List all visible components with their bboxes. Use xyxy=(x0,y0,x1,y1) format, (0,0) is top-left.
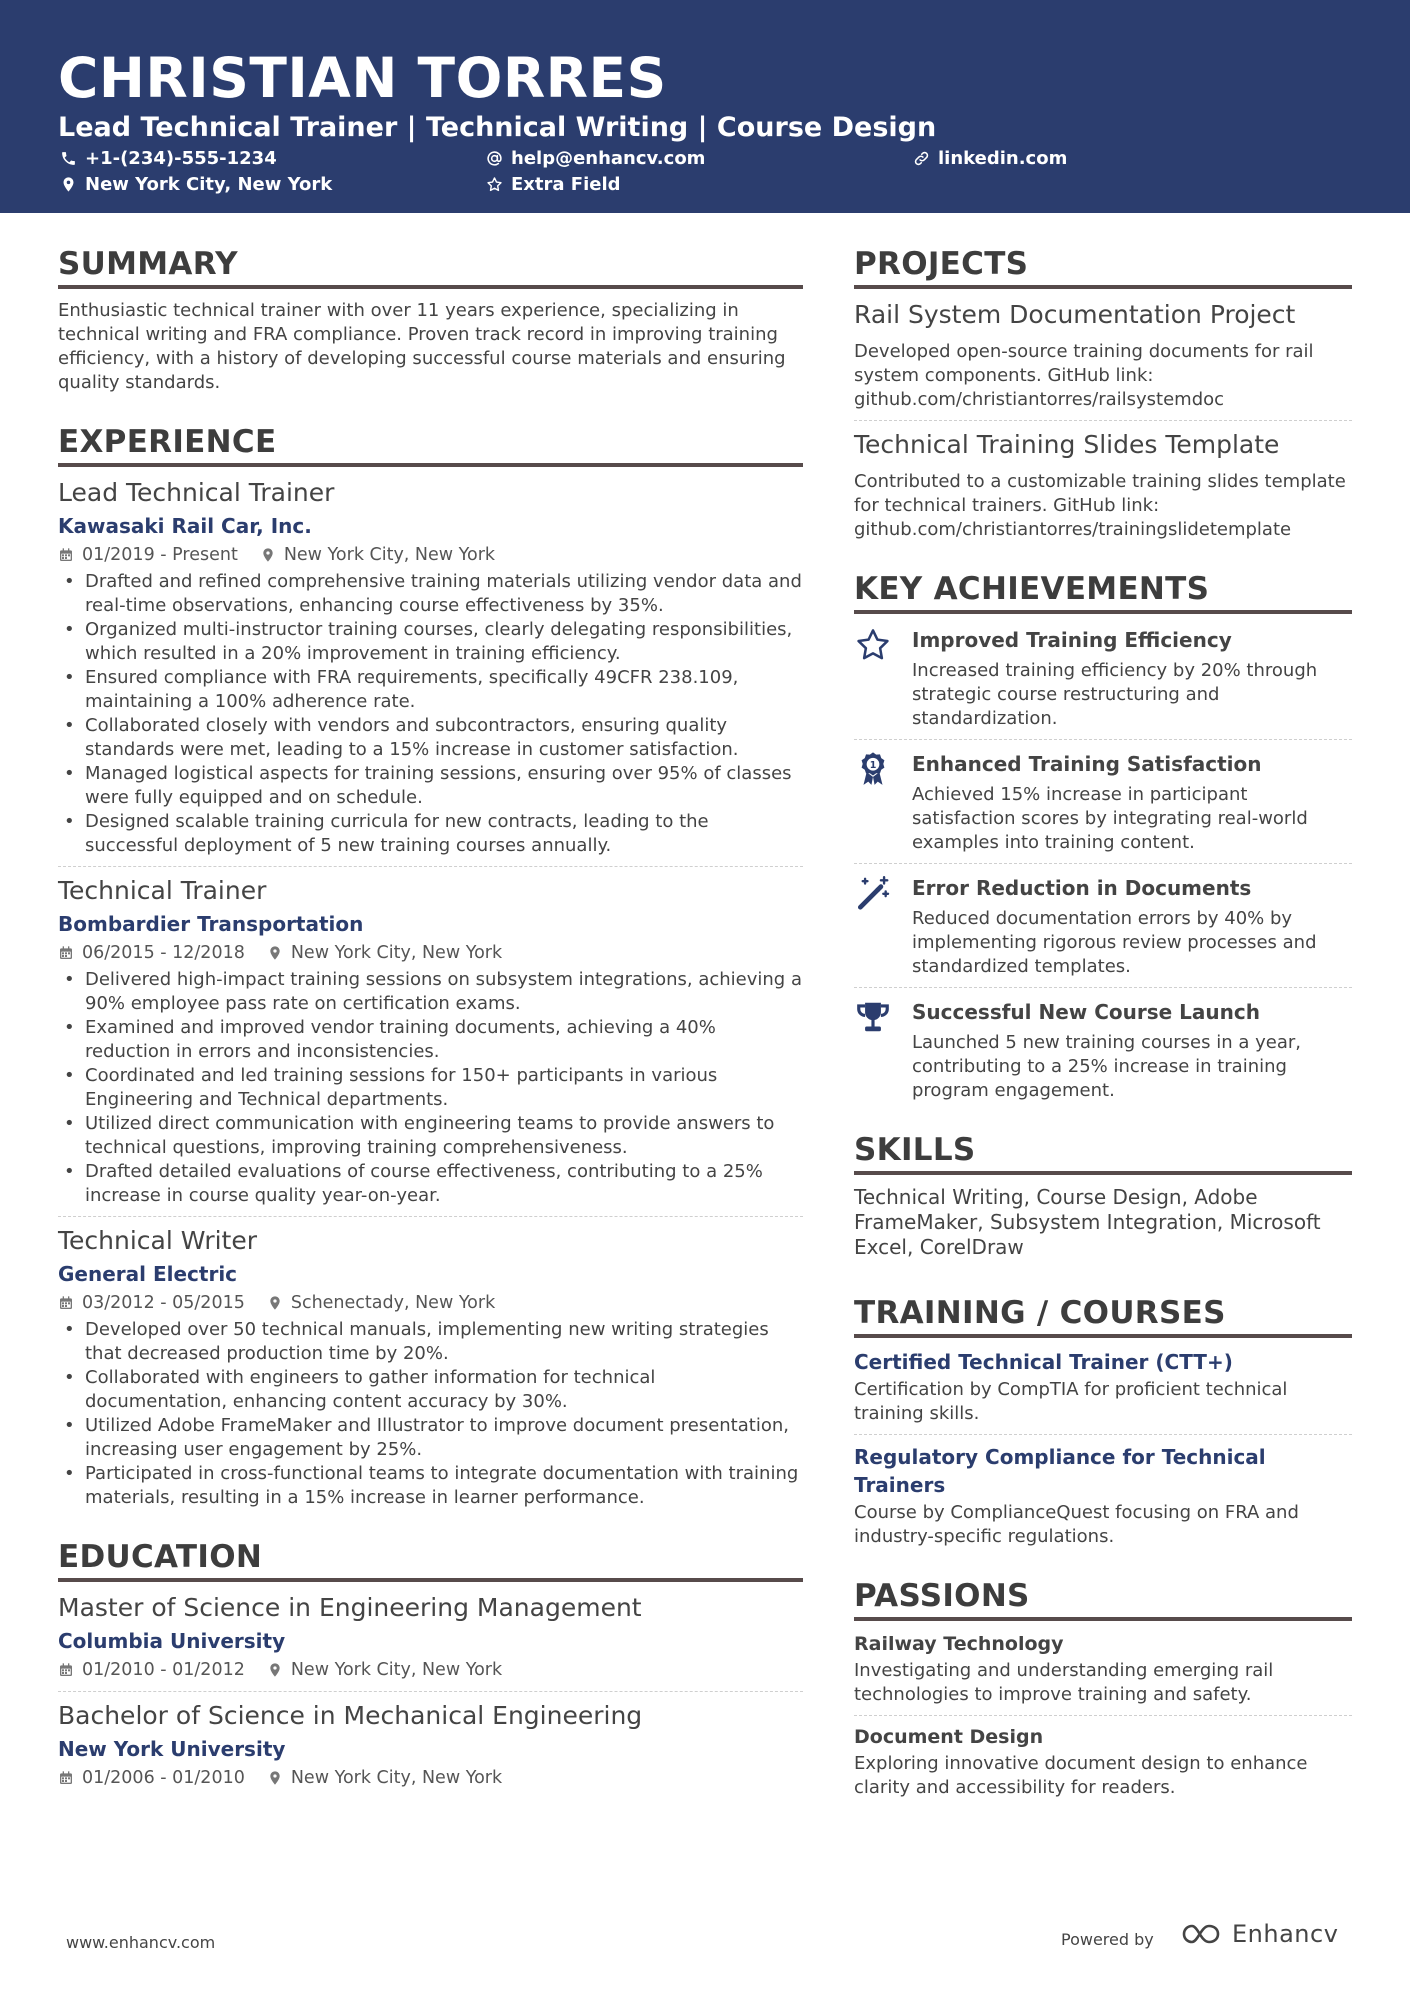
project-title: Technical Training Slides Template xyxy=(854,430,1280,459)
degree: Bachelor of Science in Mechanical Engineering xyxy=(58,1701,643,1730)
degree: Master of Science in Engineering Management xyxy=(58,1593,642,1622)
achievement-entry xyxy=(854,624,1352,731)
achievements-heading: KEY ACHIEVEMENTS xyxy=(854,570,1352,614)
phone-text: +1-(234)-555-1234 xyxy=(85,148,277,169)
extra-text: Extra Field xyxy=(511,174,621,195)
experience-heading: EXPERIENCE xyxy=(58,423,803,467)
project-desc: Developed open-source training documents for rail system components. GitHub link: github.com/christiantorres/railsystemdoc xyxy=(854,341,1314,410)
passion-entry xyxy=(854,1631,1352,1707)
contact-phone xyxy=(60,148,277,169)
education-dates: 01/2010 - 01/2012 xyxy=(82,1660,245,1680)
job-bullets xyxy=(58,1318,803,1510)
divider xyxy=(854,420,1352,421)
education-entry xyxy=(58,1700,803,1791)
location-pin-icon xyxy=(267,945,283,961)
achievement-entry xyxy=(854,996,1352,1103)
job-bullet: • Utilized Adobe FrameMaker and Illustrator to improve document presentation, increasing user engagement by 25%. xyxy=(58,1414,803,1462)
job-role: Technical Trainer xyxy=(58,876,267,905)
divider xyxy=(854,987,1352,988)
project-title: Rail System Documentation Project xyxy=(854,300,1296,329)
divider xyxy=(854,863,1352,864)
star-icon xyxy=(486,176,503,193)
achievement-desc: Achieved 15% increase in participant satisfaction scores by integrating real-world examples into training content. xyxy=(912,784,1308,853)
achievement-desc: Launched 5 new training courses in a year, contributing to a 25% increase in training program engagement. xyxy=(912,1032,1301,1101)
award-badge-icon xyxy=(854,750,892,788)
contact-link[interactable] xyxy=(913,148,1067,169)
achievement-title: Enhanced Training Satisfaction xyxy=(912,752,1262,776)
job-bullet: • Coordinated and led training sessions for 150+ participants in various Engineering and Technical departments. xyxy=(58,1064,803,1112)
job-meta xyxy=(58,940,803,966)
job-dates: 01/2019 - Present xyxy=(82,545,238,565)
course-title: Certified Technical Trainer (CTT+) xyxy=(854,1350,1233,1374)
svg-text:1: 1 xyxy=(869,759,877,771)
email-text: help@enhancv.com xyxy=(511,148,706,169)
course-entry xyxy=(854,1443,1352,1549)
at-icon xyxy=(486,150,503,167)
job-bullet: • Drafted and refined comprehensive training materials utilizing vendor data and real-time observations, enhancing course effectiveness by 35%. xyxy=(58,570,803,618)
job-dates: 03/2012 - 05/2015 xyxy=(82,1293,245,1313)
candidate-tagline: Lead Technical Trainer | Technical Writing | Course Design xyxy=(58,112,937,143)
job-location: New York City, New York xyxy=(290,943,503,963)
job-bullets xyxy=(58,570,803,858)
location-text: New York City, New York xyxy=(85,174,333,195)
contact-email[interactable] xyxy=(486,148,705,169)
link-icon xyxy=(913,150,930,167)
achievement-entry xyxy=(854,748,1352,855)
powered-by-text: Powered by xyxy=(1061,1930,1154,1949)
job-bullet: • Delivered high-impact training sessions on subsystem integrations, achieving a 90% employee pass rate on certification exams. xyxy=(58,968,803,1016)
skills-heading: SKILLS xyxy=(854,1131,1352,1175)
job-entry xyxy=(58,1225,803,1510)
location-pin-icon xyxy=(267,1662,283,1678)
divider xyxy=(854,1434,1352,1435)
job-meta xyxy=(58,542,803,568)
job-bullet: • Designed scalable training curricula for new contracts, leading to the successful deployment of 5 new training courses annually. xyxy=(58,810,803,858)
location-pin-icon xyxy=(267,1770,283,1786)
location-pin-icon xyxy=(260,547,276,563)
location-pin-icon xyxy=(60,176,77,193)
magic-wand-icon xyxy=(854,874,892,912)
job-meta xyxy=(58,1290,803,1316)
job-company: General Electric xyxy=(58,1262,238,1286)
right-column xyxy=(854,245,1352,1800)
divider xyxy=(58,866,803,867)
job-entry xyxy=(58,875,803,1208)
achievement-title: Improved Training Efficiency xyxy=(912,628,1232,652)
project-entry xyxy=(854,429,1352,542)
education-meta xyxy=(58,1657,803,1683)
achievement-title: Successful New Course Launch xyxy=(912,1000,1260,1024)
job-bullet: • Participated in cross-functional teams to integrate documentation with training materials, resulting in a 15% increase in learner performance. xyxy=(58,1462,803,1510)
job-role: Technical Writer xyxy=(58,1226,258,1255)
divider xyxy=(854,739,1352,740)
calendar-icon xyxy=(58,1295,74,1311)
training-heading: TRAINING / COURSES xyxy=(854,1294,1352,1338)
achievement-desc: Reduced documentation errors by 40% by implementing rigorous review processes and standardized templates. xyxy=(912,908,1317,977)
passion-entry xyxy=(854,1724,1352,1800)
job-company: Bombardier Transportation xyxy=(58,912,364,936)
job-role: Lead Technical Trainer xyxy=(58,478,335,507)
education-entry xyxy=(58,1592,803,1683)
calendar-icon xyxy=(58,547,74,563)
job-bullet: • Collaborated with engineers to gather information for technical documentation, enhancing content accuracy by 30%. xyxy=(58,1366,803,1414)
trophy-icon xyxy=(854,998,892,1036)
job-company: Kawasaki Rail Car, Inc. xyxy=(58,514,312,538)
course-desc: Certification by CompTIA for proficient technical training skills. xyxy=(854,1379,1288,1424)
passion-desc: Investigating and understanding emerging rail technologies to improve training and safety. xyxy=(854,1660,1274,1705)
footer-url[interactable]: www.enhancv.com xyxy=(66,1933,216,1952)
job-entry xyxy=(58,477,803,858)
projects-heading: PROJECTS xyxy=(854,245,1352,289)
divider xyxy=(58,1691,803,1692)
brand-name: Enhancv xyxy=(1232,1920,1339,1948)
job-bullet: • Examined and improved vendor training documents, achieving a 40% reduction in errors and inconsistencies. xyxy=(58,1016,803,1064)
education-dates: 01/2006 - 01/2010 xyxy=(82,1768,245,1788)
job-bullet: • Collaborated closely with vendors and subcontractors, ensuring quality standards were met, leading to a 15% increase in customer satisfaction. xyxy=(58,714,803,762)
star-icon xyxy=(854,626,892,664)
calendar-icon xyxy=(58,1662,74,1678)
achievement-desc: Increased training efficiency by 20% through strategic course restructuring and standardization. xyxy=(912,660,1318,729)
job-location: New York City, New York xyxy=(283,545,496,565)
education-location: New York City, New York xyxy=(290,1768,503,1788)
enhancv-logo-icon xyxy=(1180,1921,1224,1947)
summary-text: Enthusiastic technical trainer with over 11 years experience, specializing in technical writing and FRA compliance. Proven track record in improving training efficiency, with a history of developing successful course materials and ensuring quality standards. xyxy=(58,300,786,393)
achievement-title: Error Reduction in Documents xyxy=(912,876,1252,900)
job-bullet: • Managed logistical aspects for training sessions, ensuring over 95% of classes were fully equipped and on schedule. xyxy=(58,762,803,810)
job-dates: 06/2015 - 12/2018 xyxy=(82,943,245,963)
achievement-entry xyxy=(854,872,1352,979)
job-bullet: • Ensured compliance with FRA requirements, specifically 49CFR 238.109, maintaining a 100% adherence rate. xyxy=(58,666,803,714)
resume-header xyxy=(0,0,1410,213)
calendar-icon xyxy=(58,945,74,961)
job-bullets xyxy=(58,968,803,1208)
brand-logo[interactable] xyxy=(1180,1920,1338,1948)
job-bullet: • Developed over 50 technical manuals, implementing new writing strategies that decreased production time by 20%. xyxy=(58,1318,803,1366)
education-heading: EDUCATION xyxy=(58,1538,803,1582)
calendar-icon xyxy=(58,1770,74,1786)
passions-heading: PASSIONS xyxy=(854,1577,1352,1621)
school: New York University xyxy=(58,1737,286,1761)
course-title: Regulatory Compliance for Technical Trainers xyxy=(854,1445,1266,1497)
left-column xyxy=(58,245,803,1791)
contact-location xyxy=(60,174,332,195)
project-entry xyxy=(854,299,1352,412)
job-bullet: • Organized multi-instructor training courses, clearly delegating responsibilities, which resulted in a 20% improvement in training efficiency. xyxy=(58,618,803,666)
job-bullet: • Utilized direct communication with engineering teams to provide answers to technical questions, improving training comprehensiveness. xyxy=(58,1112,803,1160)
course-entry xyxy=(854,1348,1352,1426)
skills-text: Technical Writing, Course Design, Adobe FrameMaker, Subsystem Integration, Microsoft Excel, CorelDraw xyxy=(854,1185,1321,1259)
passion-title: Railway Technology xyxy=(854,1633,1064,1655)
passion-desc: Exploring innovative document design to enhance clarity and accessibility for readers. xyxy=(854,1753,1308,1798)
contact-extra xyxy=(486,174,621,195)
passion-title: Document Design xyxy=(854,1726,1044,1748)
course-desc: Course by ComplianceQuest focusing on FRA and industry-specific regulations. xyxy=(854,1502,1299,1547)
location-pin-icon xyxy=(267,1295,283,1311)
job-location: Schenectady, New York xyxy=(290,1293,496,1313)
candidate-name: CHRISTIAN TORRES xyxy=(58,46,667,110)
phone-icon xyxy=(60,150,77,167)
summary-heading: SUMMARY xyxy=(58,245,803,289)
link-text: linkedin.com xyxy=(938,148,1068,169)
education-meta xyxy=(58,1765,803,1791)
project-desc: Contributed to a customizable training slides template for technical trainers. GitHub link: github.com/christiantorres/trainingslidetemplate xyxy=(854,471,1346,540)
job-bullet: • Drafted detailed evaluations of course effectiveness, contributing to a 25% increase in course quality year-on-year. xyxy=(58,1160,803,1208)
divider xyxy=(58,1216,803,1217)
education-location: New York City, New York xyxy=(290,1660,503,1680)
divider xyxy=(854,1715,1352,1716)
school: Columbia University xyxy=(58,1629,286,1653)
